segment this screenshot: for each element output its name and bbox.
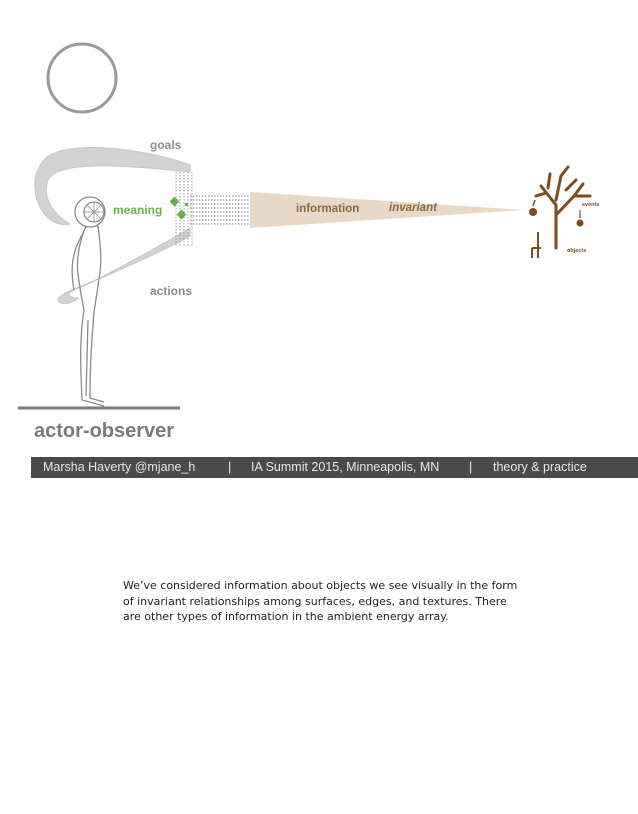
- footer-topic: theory & practice: [493, 460, 587, 474]
- meaning-label: meaning: [113, 203, 163, 217]
- meaning-diamonds: [170, 197, 188, 220]
- footer-event: IA Summit 2015, Minneapolis, MN: [251, 460, 440, 474]
- events-label: events: [582, 202, 600, 208]
- circle-icon: [48, 44, 116, 112]
- actor-observer-label: actor-observer: [34, 420, 175, 442]
- information-beam: [250, 192, 525, 228]
- footer-author: Marsha Haverty @mjane_h: [43, 460, 196, 474]
- information-lines: [190, 196, 250, 224]
- slide-footer: [31, 457, 638, 478]
- information-label: information: [296, 203, 360, 215]
- actions-label: actions: [150, 284, 193, 298]
- actor-observer-figure: [72, 197, 105, 406]
- goals-label: goals: [150, 138, 182, 152]
- chair-icon: [532, 232, 541, 258]
- invariant-label: invariant: [389, 202, 437, 214]
- footer-separator: |: [228, 460, 232, 474]
- speaker-note: We’ve considered information about objects we see visually in the form of invariant relationships among surfaces, edges, and textures. There are other types of information in the ambient energy array.: [123, 579, 518, 623]
- footer-separator: |: [469, 460, 473, 474]
- objects-label: objects: [567, 248, 587, 254]
